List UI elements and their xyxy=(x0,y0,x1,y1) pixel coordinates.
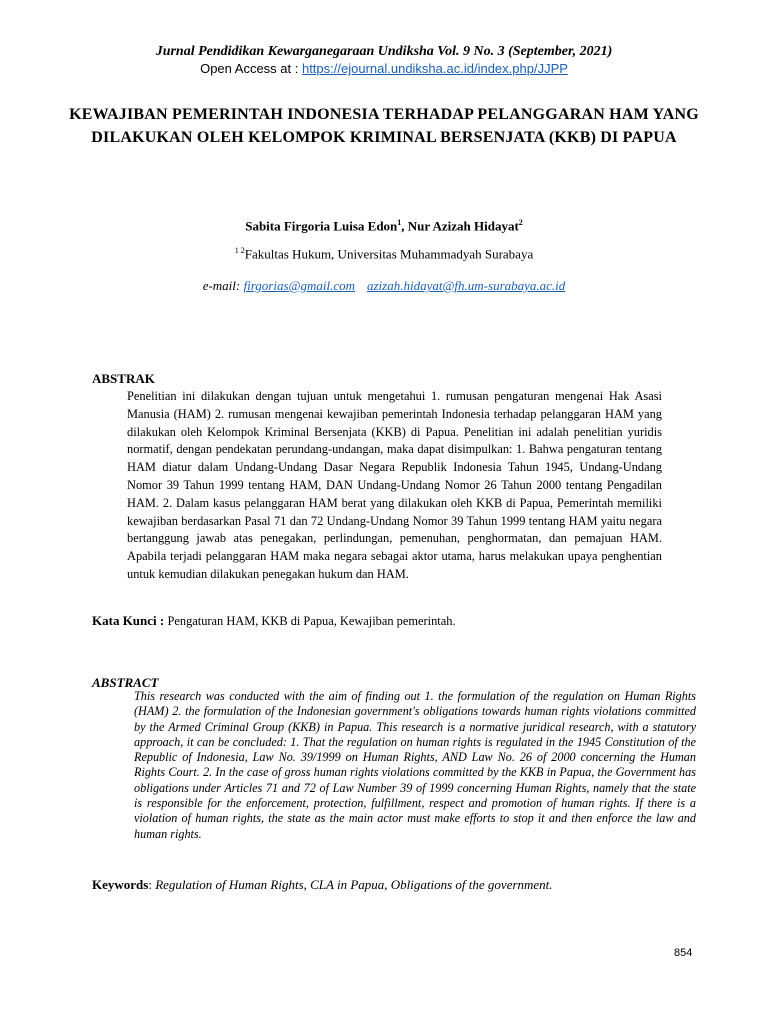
affiliation-text: Fakultas Hukum, Universitas Muhammadyah Surabaya xyxy=(244,246,534,262)
keywords-text: Regulation of Human Rights, CLA in Papua, Obligations of the government. xyxy=(155,877,553,892)
open-access-line xyxy=(0,61,768,76)
email-label: e-mail: xyxy=(202,278,244,293)
affiliation-mark: 1 2 xyxy=(234,246,245,255)
journal-citation: Jurnal Pendidikan Kewarganegaraan Undiksha Vol. 9 No. 3 (September, 2021) xyxy=(155,44,613,59)
email-link[interactable]: azizah.hidayat@fh.um-surabaya.ac.id xyxy=(367,278,566,293)
abstrak-body: Penelitian ini dilakukan dengan tujuan untuk mengetahui 1. rumusan pengaturan mengenai Hak Asasi Manusia (HAM) 2. rumusan mengenai kewajiban pemerintah Indonesia terhadap pelanggaran HAM yang dilakukan oleh Kelompok Kriminal Bersenjata (KKB) di Papua. Penelitian ini adalah penelitian yuridis normatif, dengan pendekatan perundang-undangan, maka dapat disimpulkan: 1. Bahwa pengaturan tentang HAM diatur dalam Undang-Undang Dasar Negara Republik Indonesia Tahun 1945, Undang-Undang Nomor 39 Tahun 1999 tentang HAM, DAN Undang-Undang Nomor 26 Tahun 2000 tentang Pengadilan HAM. 2. Dalam kasus pelanggaran HAM berat yang dilakukan oleh KKB di Papua, Pemerintah memiliki kewajiban berdasarkan Pasal 71 dan 72 Undang-Undang Nomor 39 Tahun 1999 tentang HAM yaitu negara bertanggung jawab atas penegakan, perlindungan, pemenuhan, penghormatan, dan pemajuan HAM. Apabila terjadi pelanggaran HAM maka negara sebagai aktor utama, harus melakukan upaya penghentian untuk kemudian dilakukan penegakan hukum dan HAM. xyxy=(127,389,662,581)
email-line xyxy=(0,278,768,294)
author-separator: , xyxy=(401,218,408,234)
affiliation xyxy=(0,246,768,262)
author-affiliation-mark: 2 xyxy=(518,218,523,227)
page-number: 854 xyxy=(674,947,693,959)
author-list xyxy=(0,218,768,234)
keywords-separator: : xyxy=(148,877,156,892)
email-link[interactable]: firgorias@gmail.com xyxy=(243,278,355,293)
abstract-body: This research was conducted with the aim of finding out 1. the formulation of the regulation on Human Rights (HAM) 2. the formulation of the Indonesian government's obligations towards human rights violations committed by the Armed Criminal Group (KKB) in Papua. This research is a normative juridical research, with a statutory approach, it can be concluded: 1. That the regulation on human rights is regulated in the 1945 Constitution of the Republic of Indonesia, Law No. 39/1999 on Human Rights, AND Law No. 26 of 2000 concerning the Human Rights Court. 2. In the case of gross human rights violations committed by the KKB in Papua, the Government has obligations under Articles 71 and 72 of Law Number 39 of 1999 concerning Human Rights, namely that the state is responsible for the enforcement, protection, fulfillment, respect and promotion of human rights. If there is a violation of human rights, the state as the main actor must make efforts to stop it and then enforce the law and human rights. xyxy=(134,689,696,841)
kata-kunci-text: Pengaturan HAM, KKB di Papua, Kewajiban pemerintah. xyxy=(167,614,456,628)
kata-kunci-label: Kata Kunci : xyxy=(92,613,168,628)
paper-title: KEWAJIBAN PEMERINTAH INDONESIA TERHADAP PELANGGARAN HAM YANG DILAKUKAN OLEH KELOMPOK KRIMINAL BERSENJATA (KKB) DI PAPUA xyxy=(69,106,699,146)
open-access-label: Open Access at : xyxy=(200,61,302,76)
kata-kunci-line xyxy=(92,613,456,629)
keywords-label: Keywords xyxy=(92,877,149,892)
abstract-heading: ABSTRACT xyxy=(92,675,159,690)
keywords-line xyxy=(92,877,553,893)
journal-url-link[interactable]: https://ejournal.undiksha.ac.id/index.php/JJPP xyxy=(301,61,568,76)
author-name: Nur Azizah Hidayat xyxy=(407,218,519,234)
author-affiliation-mark: 1 xyxy=(397,218,402,227)
author-name: Sabita Firgoria Luisa Edon xyxy=(245,218,398,234)
abstrak-heading: ABSTRAK xyxy=(92,371,155,386)
